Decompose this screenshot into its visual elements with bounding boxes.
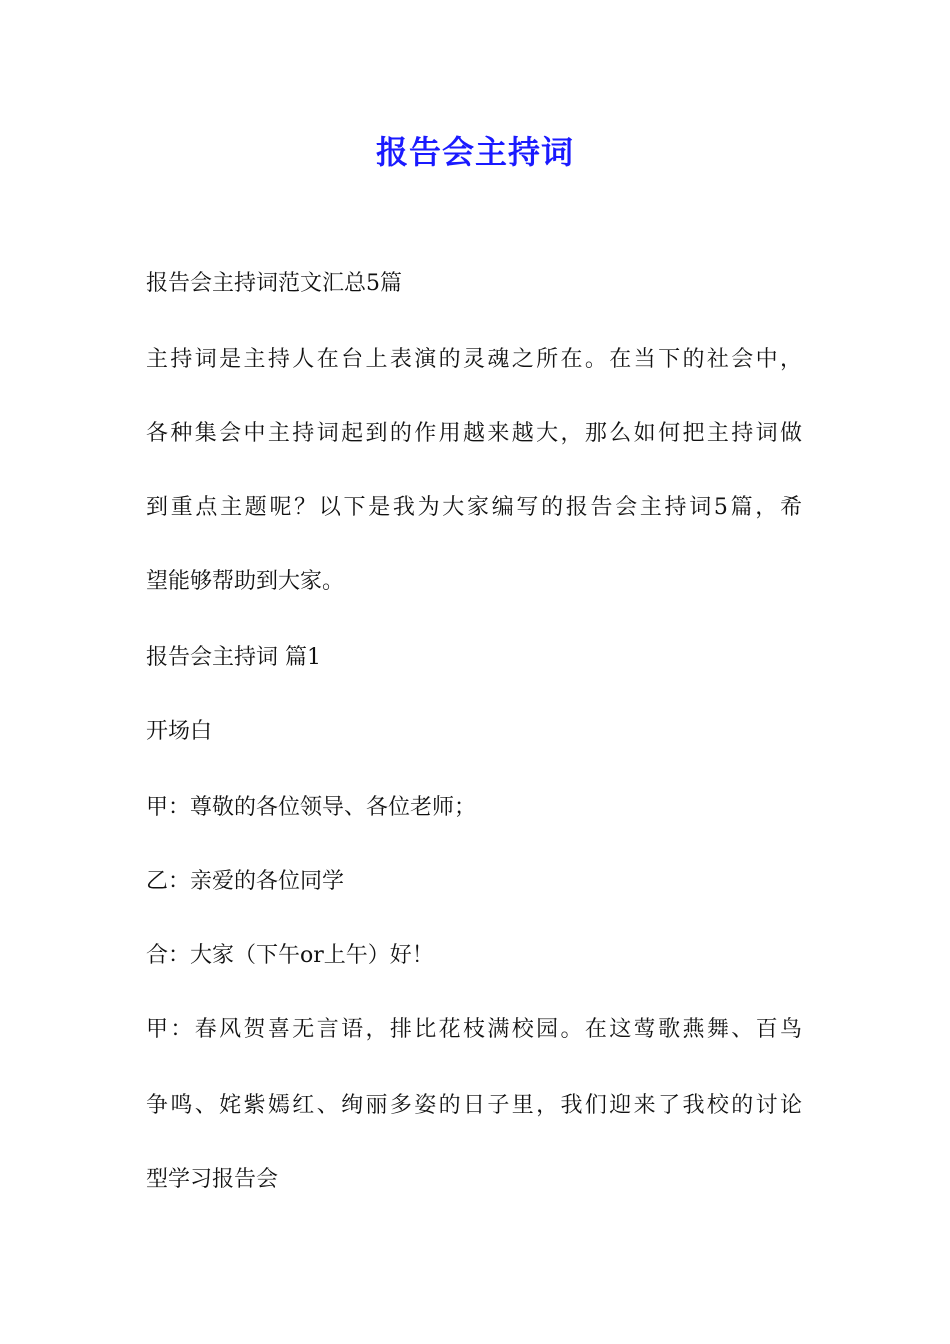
dialogue-paragraph-line-3: 型学习报告会 — [146, 1167, 279, 1192]
intro-paragraph-line-3: 到重点主题呢？以下是我为大家编写的报告会主持词5篇，希 — [146, 495, 802, 520]
intro-paragraph-line-2: 各种集会中主持词起到的作用越来越大，那么如何把主持词做 — [146, 421, 802, 446]
section-heading: 报告会主持词 篇1 — [146, 645, 321, 670]
intro-paragraph-line-4: 望能够帮助到大家。 — [146, 569, 345, 594]
intro-paragraph-line-1: 主持词是主持人在台上表演的灵魂之所在。在当下的社会中， — [146, 347, 802, 372]
dialogue-line-2: 乙：亲爱的各位同学 — [146, 869, 345, 894]
document-title: 报告会主持词 — [375, 133, 574, 171]
dialogue-line-3: 合：大家（下午or上午）好！ — [146, 943, 434, 968]
dialogue-paragraph-line-1: 甲：春风贺喜无言语，排比花枝满校园。在这莺歌燕舞、百鸟 — [146, 1017, 802, 1042]
dialogue-line-1: 甲：尊敬的各位领导、各位老师； — [146, 795, 477, 820]
opening-label: 开场白 — [146, 719, 213, 744]
dialogue-paragraph-line-2: 争鸣、姹紫嫣红、绚丽多姿的日子里，我们迎来了我校的讨论 — [146, 1093, 802, 1118]
subtitle-line: 报告会主持词范文汇总5篇 — [146, 271, 402, 296]
